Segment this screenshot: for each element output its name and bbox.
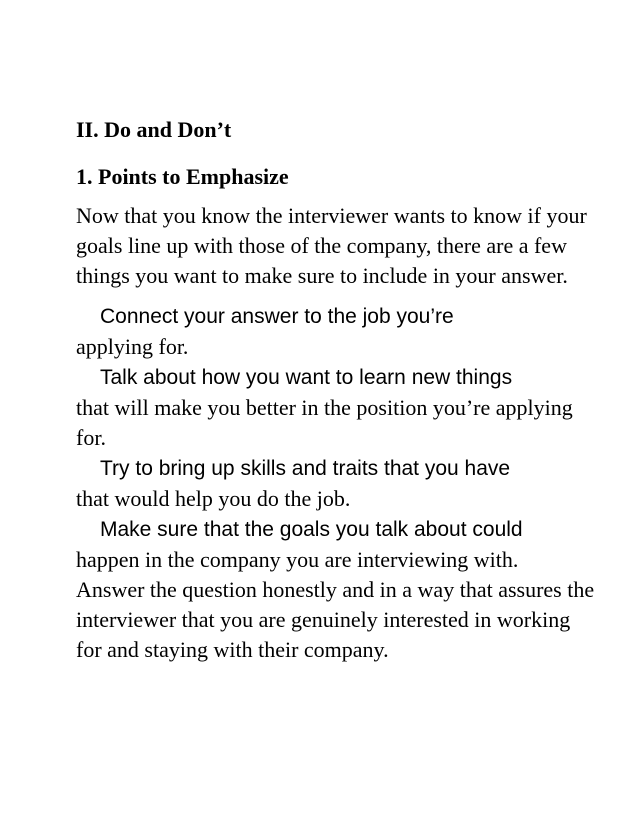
tip-lead: Talk about how you want to learn new things [100,366,513,389]
closing-paragraph: Answer the question honestly and in a way that assures the interviewer that you are genuinely interested in working for and staying with their company. [76,577,595,662]
tips-list [76,301,596,575]
list-item [76,301,596,362]
list-item [76,362,596,453]
intro-paragraph: Now that you know the interviewer wants to know if your goals line up with those of the company, there are a few things you want to make sure to include in your answer. [76,203,587,288]
tip-rest: that would help you do the job. [76,486,351,511]
tip-lead: Make sure that the goals you talk about could [100,518,523,541]
list-item [76,514,596,575]
document-body [76,115,596,665]
tip-rest: happen in the company you are interviewing with. [76,547,519,572]
tip-lead: Connect your answer to the job you’re [100,305,454,328]
subsection-heading: 1. Points to Emphasize [76,164,289,189]
tip-rest: applying for. [76,334,189,359]
tip-rest: that will make you better in the position you’re applying for. [76,395,573,450]
list-item [76,453,596,514]
tip-lead: Try to bring up skills and traits that you have [100,457,511,480]
section-heading: II. Do and Don’t [76,117,232,142]
